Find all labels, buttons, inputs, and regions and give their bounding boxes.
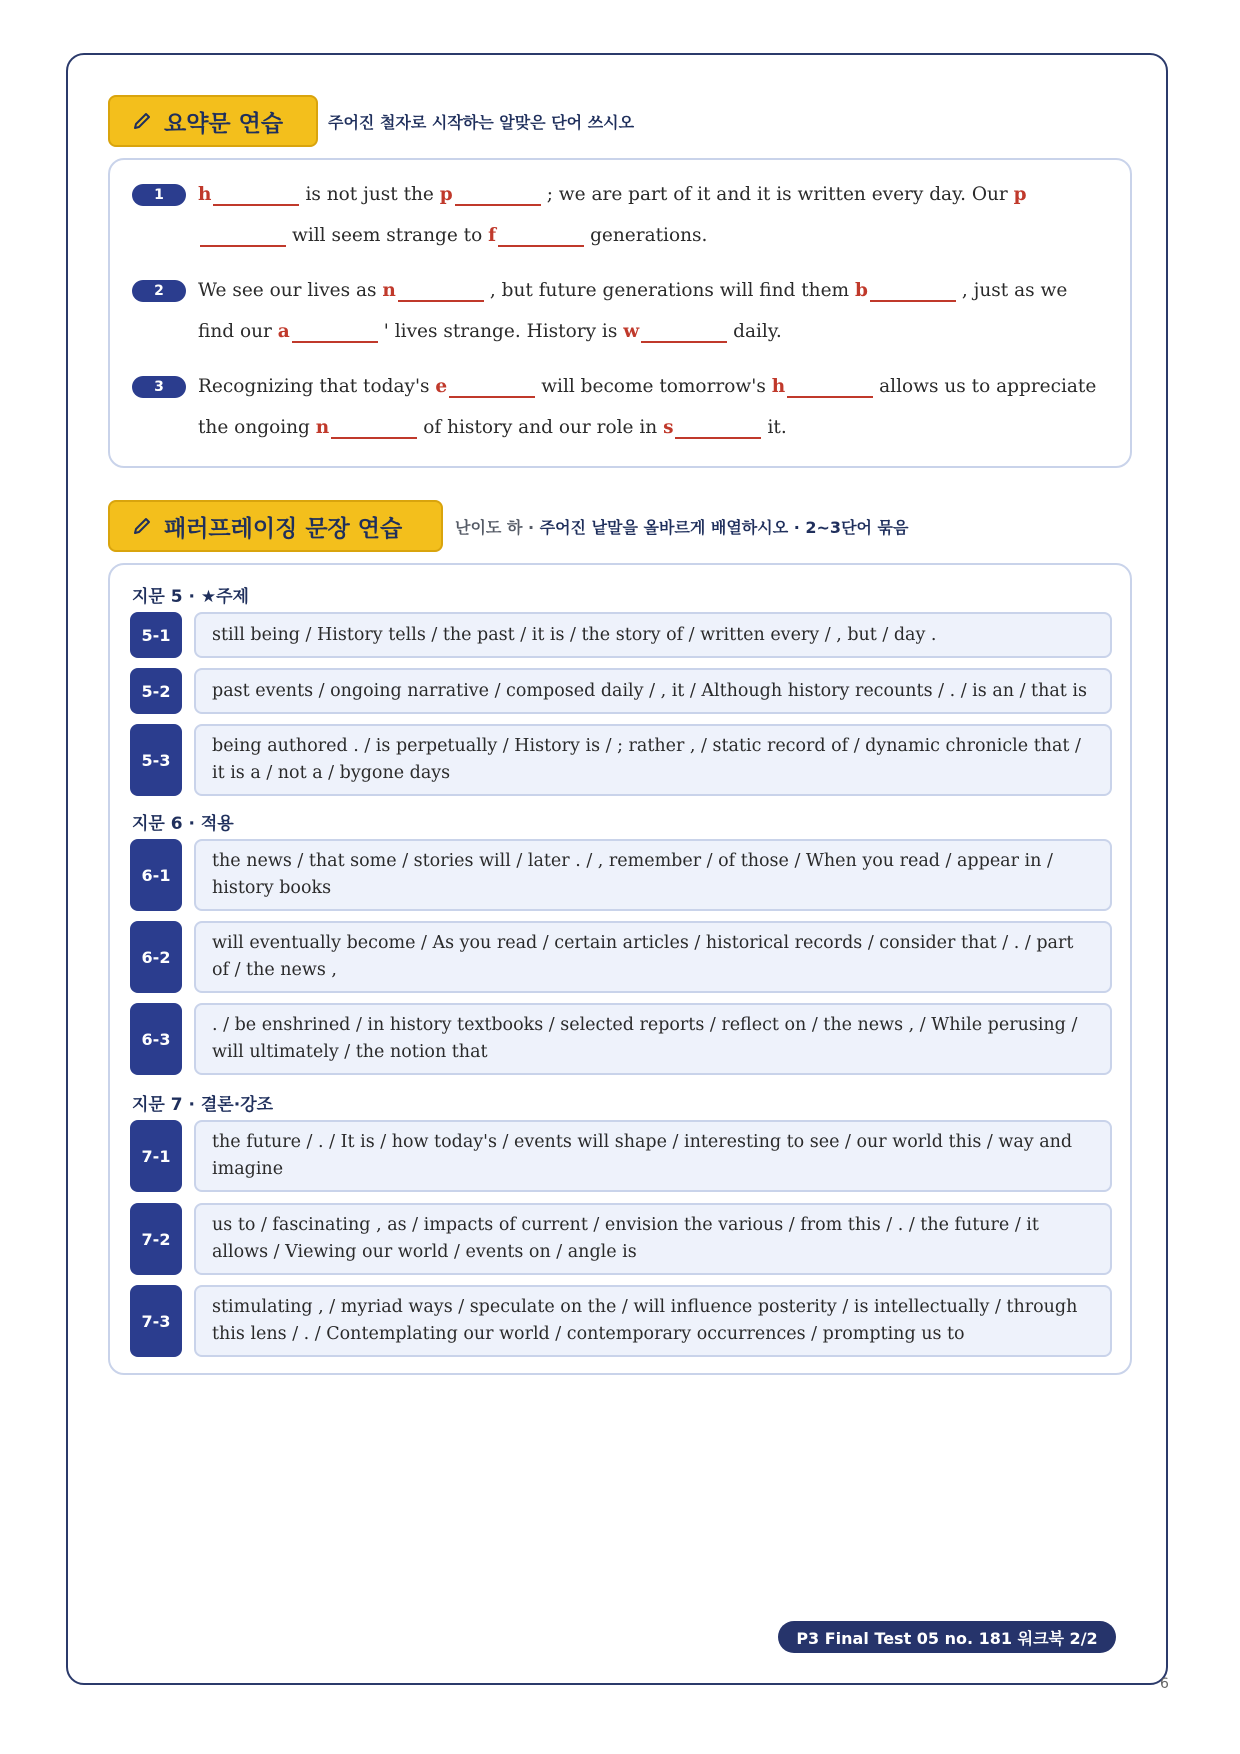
section-title-text: 요약문 연습 [164,110,284,137]
passage-label: 지문 6 · 적용 [132,814,234,834]
initial-letter: b [854,280,868,301]
item-number: 5-2 [130,668,182,714]
question-text [198,270,1108,352]
paraphrase-item [130,1003,1112,1075]
initial-letter: p [439,184,453,205]
paraphrase-item [130,1120,1112,1192]
initial-letter: n [315,417,330,438]
question-text [198,366,1108,448]
initial-letter: h [771,376,786,397]
question-text-segment: generations. [590,225,708,246]
pencil-icon [132,111,152,131]
question-text [198,174,1108,256]
answer-blank[interactable] [449,376,535,398]
item-text: us to / fascinating , as / impacts of current / envision the various / from this / . / the future / it allows / Viewing our world / events on / angle is [194,1203,1112,1275]
question-text-segment: Recognizing that today's [198,376,436,397]
paraphrase-item [130,921,1112,993]
pencil-icon [132,516,152,536]
passage-label: 지문 5 · ★주제 [132,587,249,607]
question-text-segment: will become tomorrow's [541,376,772,397]
answer-blank[interactable] [331,417,417,439]
initial-letter: h [198,184,212,205]
question-number: 2 [132,280,186,302]
page-number: 6 [1160,1676,1169,1692]
question-number: 1 [132,184,186,206]
paraphrase-box [108,563,1132,1375]
item-text: will eventually become / As you read / certain articles / historical records / consider that / . / part of / the news , [194,921,1112,993]
answer-blank[interactable] [787,376,873,398]
summary-question-3 [132,374,1108,448]
question-text-segment: , just as we find our [198,280,1068,342]
item-number: 6-3 [130,1003,182,1075]
item-number: 7-1 [130,1120,182,1192]
initial-letter: f [488,225,497,246]
instruction-text: 주어진 낱말을 올바르게 배열하시오 · 2~3단어 묶음 [539,518,909,537]
initial-letter: p [1013,184,1027,205]
answer-blank[interactable] [870,280,956,302]
question-text-segment: We see our lives as [198,280,383,301]
paraphrase-item [130,724,1112,796]
question-text-segment: of history and our role in [423,417,664,438]
initial-letter: e [435,376,448,397]
answer-blank[interactable] [200,225,286,247]
item-text: stimulating , / myriad ways / speculate on the / will influence posterity / is intellectually / through this lens / . / Contemplating our world / contemporary occurrences / prompting us to [194,1285,1112,1357]
section-title-text: 패러프레이징 문장 연습 [164,515,403,542]
section-instruction [455,515,908,538]
paraphrase-item [130,1285,1112,1357]
item-text: past events / ongoing narrative / composed daily / , it / Although history recounts / . / is an / that is [194,668,1112,714]
question-text-segment: ' lives strange. History is [383,321,624,342]
item-text: the future / . / It is / how today's / events will shape / interesting to see / our world this / way and imagine [194,1120,1112,1192]
summary-box [108,158,1132,468]
question-number: 3 [132,376,186,398]
summary-question-2 [132,278,1108,352]
passage-label: 지문 7 · 결론·강조 [132,1095,274,1115]
answer-blank[interactable] [292,321,378,343]
initial-letter: w [623,321,640,342]
answer-blank[interactable] [398,280,484,302]
question-text-segment: it. [767,417,787,438]
section-title-summary [108,95,318,147]
item-number: 6-1 [130,839,182,911]
initial-letter: a [277,321,290,342]
item-text: . / be enshrined / in history textbooks / selected reports / reflect on / the news , / While perusing / will ultimately / the notion that [194,1003,1112,1075]
item-text: still being / History tells / the past / it is / the story of / written every / , but / day . [194,612,1112,658]
answer-blank[interactable] [213,184,299,206]
answer-blank[interactable] [641,321,727,343]
question-text-segment: daily. [733,321,782,342]
footer-label: P3 Final Test 05 no. 181 워크북 2/2 [778,1621,1116,1653]
section-title-paraphrase [108,500,443,552]
paraphrase-item [130,668,1112,714]
initial-letter: s [663,417,674,438]
summary-question-1 [132,182,1108,256]
question-text-segment: allows us to appreciate the ongoing [198,376,1097,438]
item-number: 7-3 [130,1285,182,1357]
question-text-segment: will seem strange to [292,225,489,246]
item-text: being authored . / is perpetually / History is / ; rather , / static record of / dynamic chronicle that / it is a / not a / bygone days [194,724,1112,796]
paraphrase-item [130,839,1112,911]
item-number: 7-2 [130,1203,182,1275]
question-text-segment: ; we are part of it and it is written every day. Our [546,184,1014,205]
answer-blank[interactable] [675,417,761,439]
item-number: 6-2 [130,921,182,993]
answer-blank[interactable] [498,225,584,247]
item-number: 5-1 [130,612,182,658]
question-text-segment: , but future generations will find them [489,280,855,301]
paraphrase-item [130,612,1112,658]
initial-letter: n [382,280,396,301]
answer-blank[interactable] [455,184,541,206]
difficulty-label: 난이도 하 · [455,518,540,537]
item-text: the news / that some / stories will / later . / , remember / of those / When you read / appear in / history books [194,839,1112,911]
question-text-segment: is not just the [305,184,440,205]
section-instruction: 주어진 철자로 시작하는 알맞은 단어 쓰시오 [328,113,635,132]
paraphrase-item [130,1203,1112,1275]
item-number: 5-3 [130,724,182,796]
